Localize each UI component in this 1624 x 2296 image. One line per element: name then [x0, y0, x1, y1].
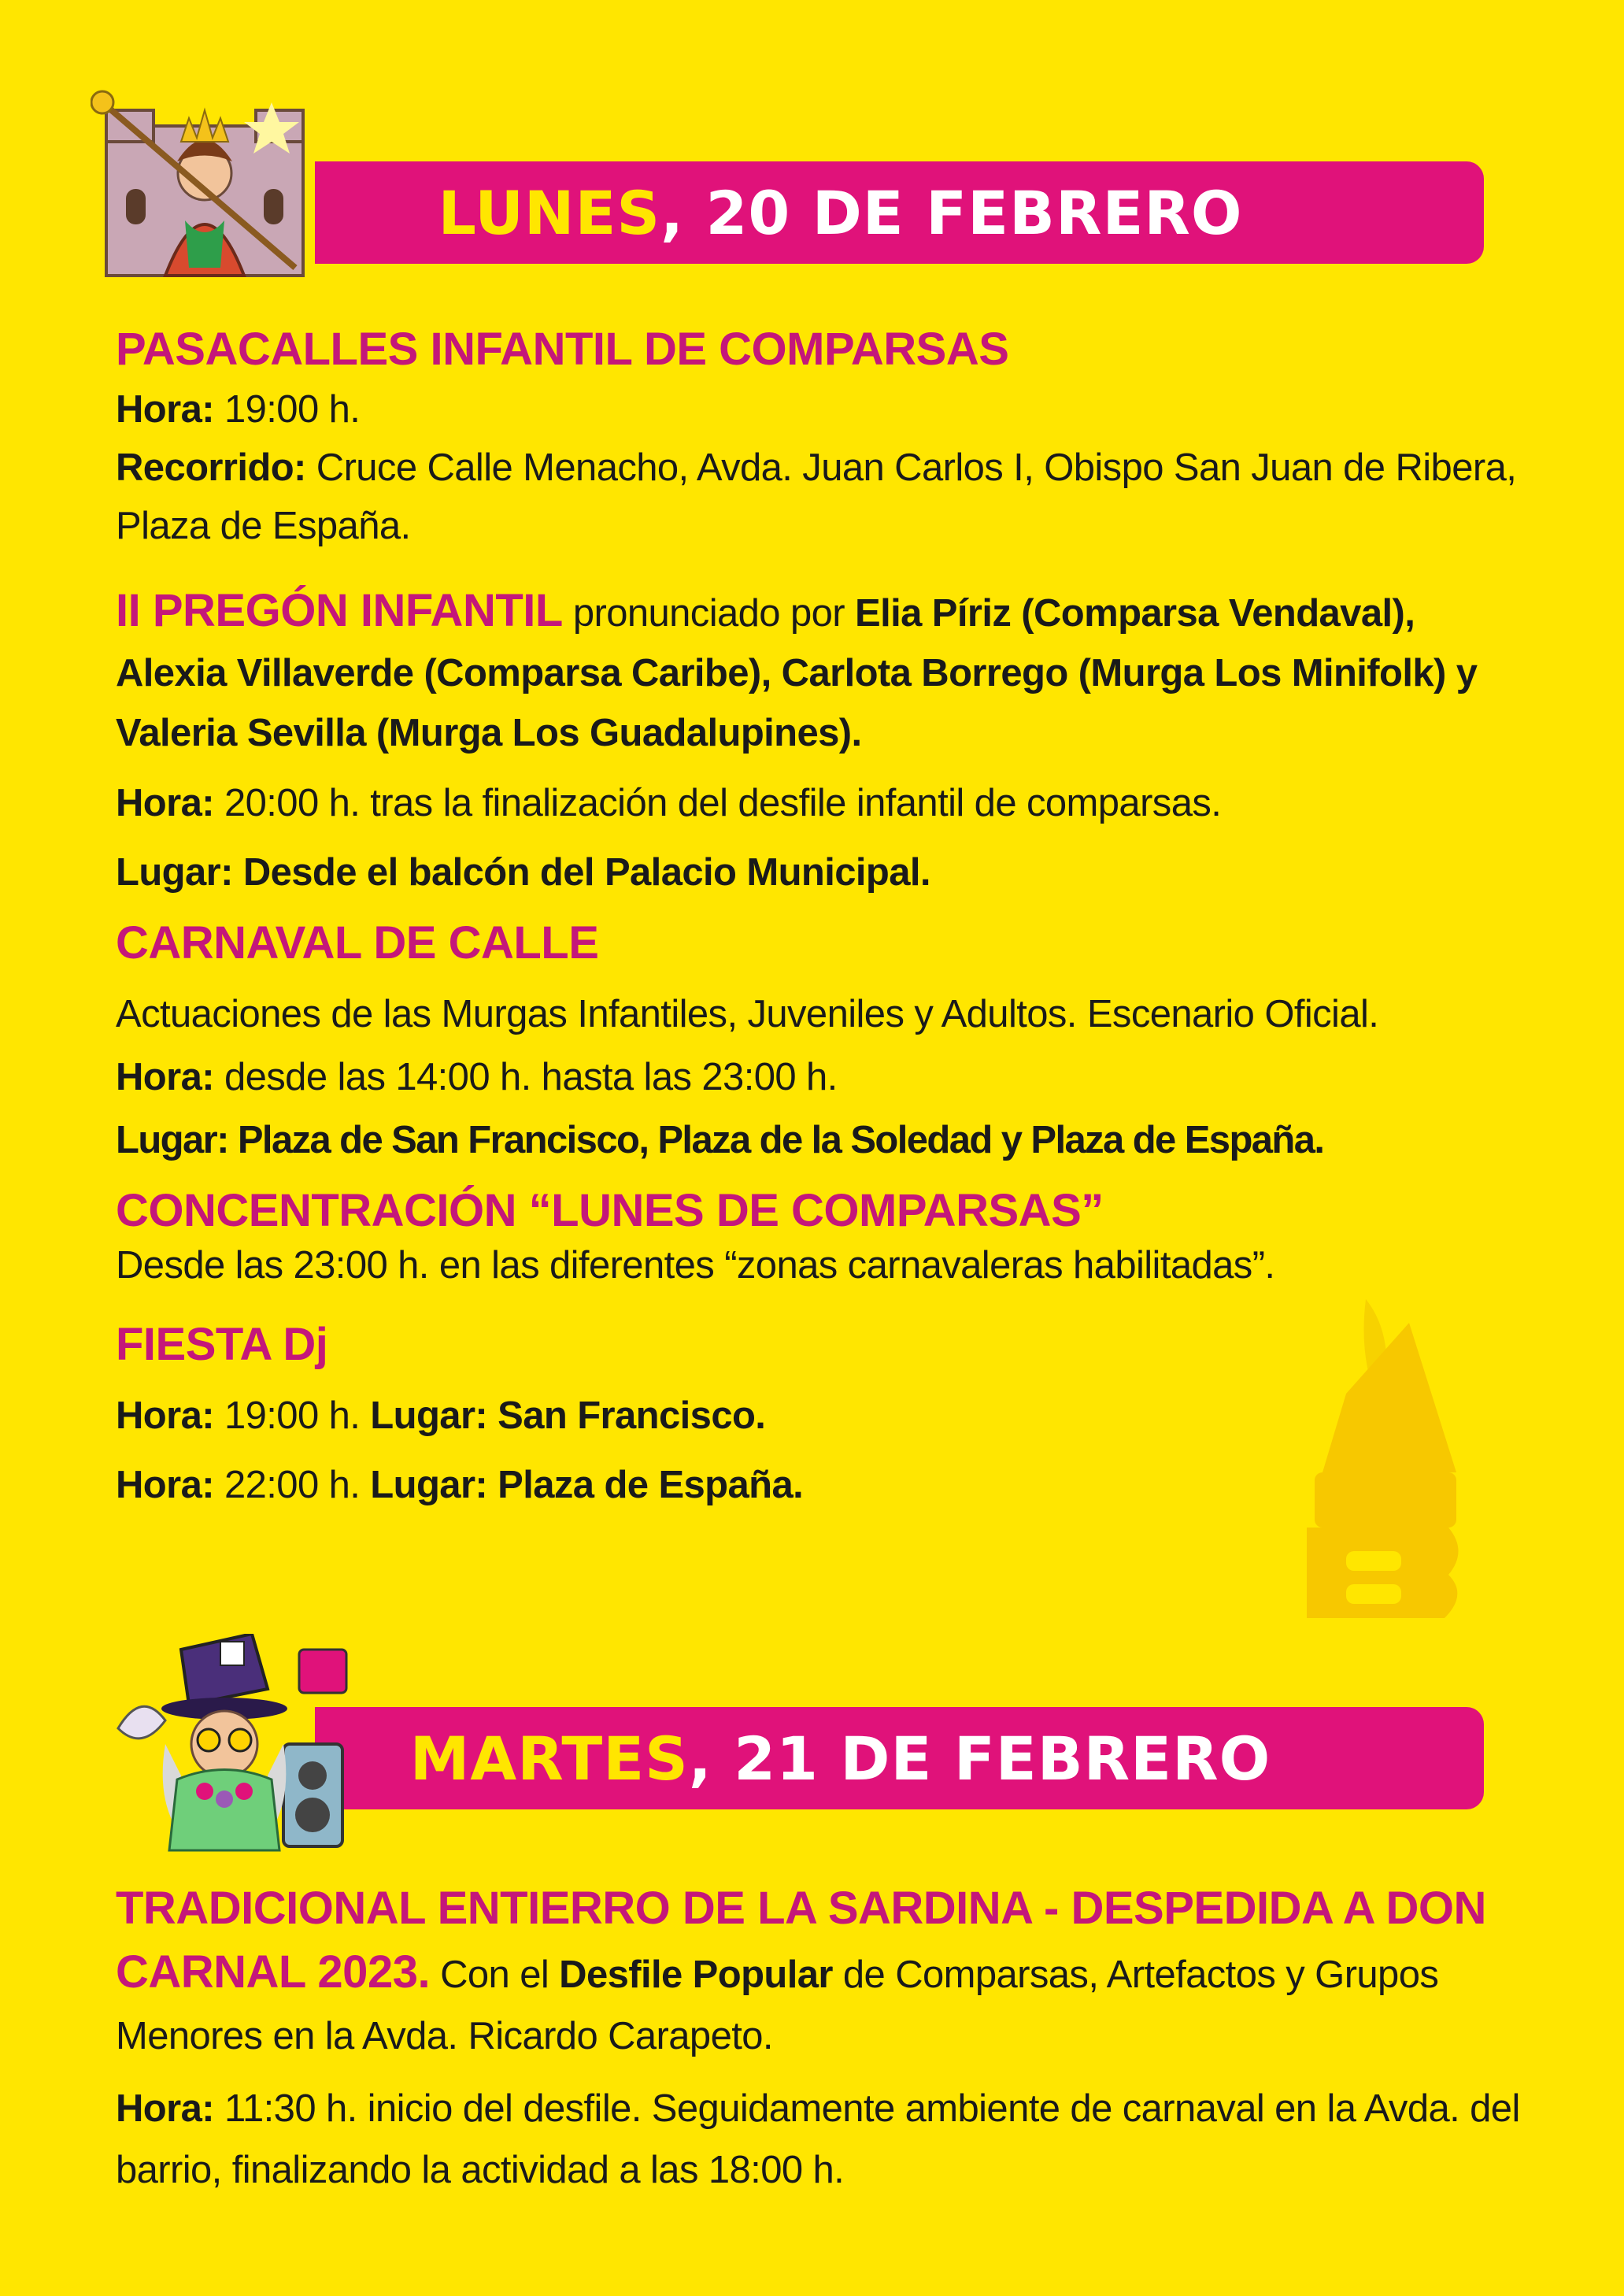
carnaval-calle-lugar: Lugar: Plaza de San Francisco, Plaza de la Soledad y Plaza de España.	[116, 1119, 1324, 1161]
pregon-title: II PREGÓN INFANTIL	[116, 585, 563, 636]
pasacalles-title: PASACALLES INFANTIL DE COMPARSAS	[116, 324, 1009, 375]
carnaval-calle-title: CARNAVAL DE CALLE	[116, 917, 599, 968]
tuesday-date: , 21 DE FEBRERO	[688, 1723, 1271, 1794]
pregon-lugar: Lugar: Desde el balcón del Palacio Municipal.	[116, 851, 930, 894]
carnaval-calle-hora: Hora: desde las 14:00 h. hasta las 23:00 h.	[116, 1056, 838, 1098]
monday-banner	[315, 161, 1484, 264]
monday-banner-text	[438, 178, 1242, 248]
pasacalles-hora: Hora: 19:00 h.	[116, 388, 361, 431]
concentracion-desc: Desde las 23:00 h. en las diferentes “zonas carnavaleras habilitadas”.	[116, 1244, 1275, 1287]
concentracion-title: CONCENTRACIÓN “LUNES DE COMPARSAS”	[116, 1185, 1104, 1236]
entierro-title: TRADICIONAL ENTIERRO DE LA SARDINA - DESPEDIDA A DON CARNAL 2023.	[116, 1883, 1486, 1998]
fiesta-line-1: Hora: 19:00 h. Lugar: San Francisco.	[116, 1394, 766, 1437]
monday-date: , 20 DE FEBRERO	[660, 177, 1243, 248]
entierro-hora: Hora: 11:30 h. inicio del desfile. Seguidamente ambiente de carnaval en la Avda. del barrio, finalizando la actividad a las 18:00 h.	[116, 2087, 1520, 2191]
fiesta-title: FIESTA Dj	[116, 1319, 328, 1370]
carnival-dj-character-icon	[110, 1634, 354, 1854]
pasacalles-recorrido: Recorrido: Cruce Calle Menacho, Avda. Juan Carlos I, Obispo San Juan de Ribera, Plaza de España.	[116, 446, 1517, 547]
tuesday-banner	[315, 1707, 1484, 1809]
pregon-names: Elia Píriz (Comparsa Vendaval), Alexia Villaverde (Comparsa Caribe), Carlota Borrego (Murga Los Minifolk) y Valeria Sevilla (Murga Los Guadalupines).	[116, 592, 1478, 754]
pregon-paragraph: II PREGÓN INFANTIL pronunciado por Elia Píriz (Comparsa Vendaval), Alexia Villaverde (Comparsa Caribe), Carlota Borrego (Murga Los Minifolk) y Valeria Sevilla (Murga Los Guadalupines).	[116, 585, 1478, 754]
desfile-popular: Desfile Popular	[559, 1953, 833, 1996]
tuesday-banner-text	[410, 1724, 1271, 1794]
pregon-hora: Hora: 20:00 h. tras la finalización del desfile infantil de comparsas.	[116, 782, 1222, 824]
monday-day: LUNES	[438, 177, 661, 248]
tuesday-day: MARTES	[409, 1723, 689, 1794]
carnival-queen-castle-icon	[91, 87, 327, 283]
carnaval-calle-desc: Actuaciones de las Murgas Infantiles, Juveniles y Adultos. Escenario Oficial.	[116, 993, 1379, 1035]
monday-content	[116, 319, 1525, 1514]
tuesday-content	[116, 1878, 1525, 2201]
entierro-paragraph: TRADICIONAL ENTIERRO DE LA SARDINA - DESPEDIDA A DON CARNAL 2023. Con el Desfile Popular de Comparsas, Artefactos y Grupos Menores en la Avda. Ricardo Carapeto.	[116, 1883, 1486, 2057]
fiesta-line-2: Hora: 22:00 h. Lugar: Plaza de España.	[116, 1464, 804, 1506]
